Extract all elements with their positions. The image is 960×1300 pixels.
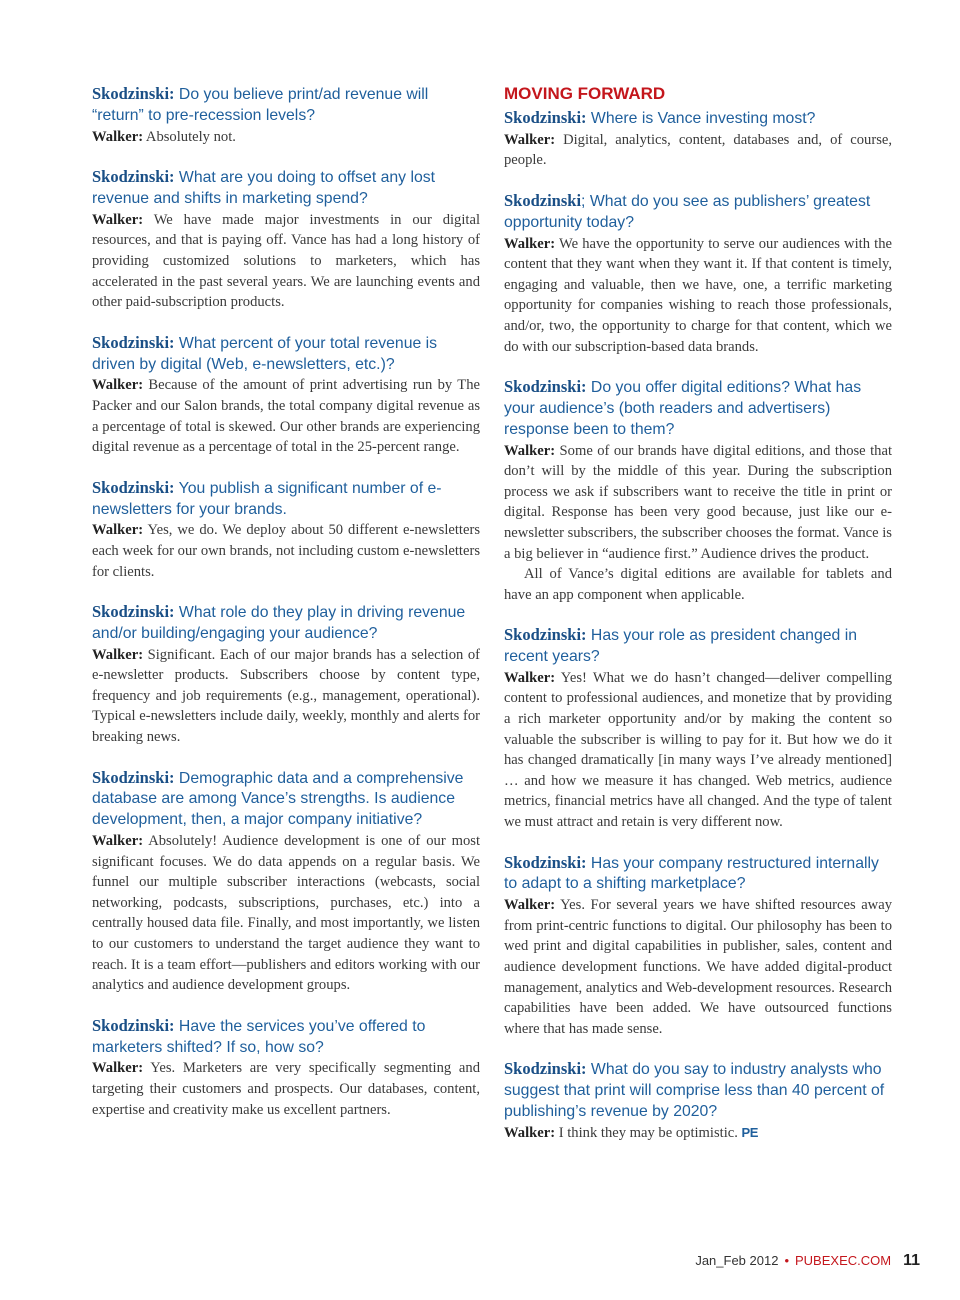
qa-block: [504, 191, 892, 357]
qa-block: [92, 478, 480, 582]
answer-speaker: Walker:: [504, 1124, 556, 1141]
answer-paragraph: [504, 564, 892, 605]
answer-text: Some of our brands have digital editions, and those that don’t will by the middle of this year. During the subscription process we ask if subscribers want to receive the title in print or digital. Response has been very good because, just like our e-newsletter subscribers, the subscriber chooses the format. Vance is a big believer in “audience first.” Audience drives the product.: [504, 442, 892, 562]
answer-text: Yes, we do. We deploy about 50 different e-newsletters each week for our own brands, not including custom e-newsletters for clients.: [92, 522, 480, 580]
question-text: Has your role as president changed in recent years?: [504, 627, 858, 666]
question: [92, 84, 480, 127]
qa-block: [92, 602, 480, 748]
answer-paragraph: [504, 234, 892, 358]
answer-paragraph: [504, 441, 892, 565]
answer: [92, 645, 480, 748]
question-speaker: Skodzinski:: [504, 1059, 587, 1079]
answer-text: Absolutely! Audience development is one of our most significant focuses. We do data appends on a regular basis. We funnel our multiple subscriber interactions (webcasts, social networking, podcasts, subscriptions, purchases, etc.) into a centrally housed data file. Finally, and most importantly, we listen to our customers to understand the target audience they want to reach. It is a team effort—publishers and editors working with our analytics and audience development groups.: [92, 833, 480, 994]
answer-paragraph: [92, 831, 480, 996]
qa-block: [504, 625, 892, 832]
question-speaker: Skodzinski:: [92, 602, 175, 622]
question-speaker: Skodzinski: [504, 190, 582, 210]
answer: [504, 1123, 892, 1144]
answer-paragraph: [504, 130, 892, 171]
answer-paragraph: [92, 210, 480, 313]
qa-block: [92, 333, 480, 458]
answer: [504, 130, 892, 171]
question: [92, 1016, 480, 1059]
question-speaker: Skodzinski:: [92, 167, 175, 187]
question: [92, 478, 480, 521]
question-speaker: Skodzinski:: [504, 625, 587, 645]
question-text: Do you believe print/ad revenue will “return” to pre-recession levels?: [92, 86, 429, 124]
qa-block: [92, 84, 480, 147]
question: [504, 1059, 892, 1122]
question-text: ; What do you see as publishers’ greatest opportunity today?: [504, 192, 871, 231]
answer: [504, 668, 892, 833]
answer-text: We have the opportunity to serve our audiences with the content that they want when they want it. If that content is timely, engaging and valuable, then we have, one, a terrific marketing opportunity for companies wishing to reach those professionals, and/or, two, the opportunity to charge for that content, which we do with our subscription-based data brands.: [504, 235, 892, 355]
question-text: What percent of your total revenue is driven by digital (Web, e-newsletters, etc.)?: [92, 334, 438, 373]
qa-block: [504, 1059, 892, 1143]
answer-speaker: Walker:: [92, 522, 144, 539]
answer-text: Because of the amount of print advertising run by The Packer and our Salon brands, the total company digital revenue as a percentage of total is skewed. Our other brands are experiencing digital revenue as a percentage of total in the 25-percent range.: [92, 377, 480, 456]
question-speaker: Skodzinski:: [92, 767, 175, 787]
answer-text: Yes! What we do hasn’t changed—deliver compelling content to professional audiences, and monetize that by providing a rich marketer opportunity and/or by making the content so valuable the subscriber is willing to pay for it. But how we do it has changed dramatically [in many ways I’ve already mentioned] … and how we measure it has changed. Web metrics, audience metrics, financial metrics have all changed. And the type of talent we must attract and retain is very different now.: [504, 669, 892, 831]
answer-paragraph: [92, 1058, 480, 1120]
answer-speaker: Walker:: [92, 646, 144, 663]
answer-speaker: Walker:: [504, 131, 556, 148]
question-speaker: Skodzinski:: [504, 852, 587, 872]
answer-paragraph: [92, 520, 480, 582]
question-speaker: Skodzinski:: [504, 377, 587, 397]
question: [504, 108, 892, 130]
end-mark-logo: PE: [741, 1124, 758, 1140]
answer-text: Absolutely not.: [143, 128, 236, 145]
answer: [92, 210, 480, 313]
answer-speaker: Walker:: [504, 669, 556, 686]
qa-block: [504, 377, 892, 605]
question-text: What are you doing to offset any lost revenue and shifts in marketing spend?: [92, 169, 436, 207]
question-speaker: Skodzinski:: [92, 477, 175, 497]
qa-block: [92, 1016, 480, 1120]
answer-text: Significant. Each of our major brands has a selection of e-newsletter products. Subscribers choose by content type, frequency and job requirements (e.g., management, operational). Typical e-newsletters include daily, weekly, monthly and alerts for breaking news.: [92, 646, 480, 746]
question-text: Where is Vance investing most?: [586, 110, 816, 127]
answer-paragraph: [92, 375, 480, 457]
answer: [92, 127, 480, 148]
left-column: [92, 84, 480, 1140]
answer-speaker: Walker:: [92, 128, 144, 145]
answer-paragraph: [92, 645, 480, 748]
question: [92, 602, 480, 645]
qa-block: [92, 167, 480, 313]
answer-speaker: Walker:: [92, 377, 144, 394]
question-speaker: Skodzinski:: [92, 1015, 175, 1035]
answer: [504, 441, 892, 606]
question: [504, 853, 892, 896]
answer-speaker: Walker:: [92, 211, 144, 228]
question-text: What role do they play in driving revenue and/or building/engaging your audience?: [92, 604, 466, 642]
answer-speaker: Walker:: [504, 235, 556, 252]
question-text: Do you offer digital editions? What has your audience’s (both readers and advertisers) response been to them?: [504, 379, 862, 438]
question-text: You publish a significant number of e-newsletters for your brands.: [92, 479, 442, 518]
answer-paragraph: [504, 895, 892, 1039]
answer: [504, 234, 892, 358]
question-text: Have the services you’ve offered to marketers shifted? If so, how so?: [92, 1017, 426, 1056]
qa-block: [504, 108, 892, 171]
question-text: Has your company restructured internally to adapt to a shifting marketplace?: [504, 854, 879, 893]
question: [504, 377, 892, 440]
question: [92, 768, 480, 831]
question-text: What do you say to industry analysts who suggest that print will comprise less than 40 percent of publishing’s revenue by 2020?: [504, 1061, 885, 1120]
question: [504, 191, 892, 234]
answer-text: Digital, analytics, content, databases and, of course, people.: [504, 131, 892, 169]
answer-speaker: Walker:: [504, 442, 556, 459]
question-speaker: Skodzinski:: [92, 84, 175, 103]
answer: [92, 1058, 480, 1120]
section-heading: MOVING FORWARD: [504, 84, 666, 103]
issue-date: Jan_Feb 2012: [695, 1253, 779, 1268]
answer-text: Yes. For several years we have shifted resources away from print-centric functions to digital. Our philosophy has been to wed print and digital capabilities in publisher, sales, content and audience development functions. We have added digital-product management, analytics and Web-development resources. Research capabilities have been added. We have outsourced functions where that has made sense.: [504, 897, 892, 1037]
answer-paragraph: [504, 1123, 892, 1144]
answer: [92, 831, 480, 996]
question-text: Demographic data and a comprehensive database are among Vance’s strengths. Is audience development, then, a major company initiative?: [92, 769, 464, 829]
right-column: [504, 84, 892, 1163]
footer-bullet: •: [784, 1253, 789, 1268]
answer-speaker: Walker:: [504, 897, 556, 914]
answer-text: Yes. Marketers are very specifically segmenting and targeting their customers and prospects. Our databases, content, expertise and creativity make us excellent partners.: [92, 1060, 480, 1118]
answer-text: We have made major investments in our digital resources, and that is paying off. Vance has had a long history of providing customized solutions to marketers, which has accelerated in the past several years. We are launching events and other paid-subscription products.: [92, 211, 480, 311]
site-name: PUBEXEC.COM: [795, 1253, 892, 1268]
question: [92, 333, 480, 376]
answer-paragraph: [92, 127, 480, 148]
page-footer: [695, 1252, 920, 1270]
question-speaker: Skodzinski:: [504, 108, 587, 127]
question: [504, 625, 892, 668]
question: [92, 167, 480, 210]
answer-speaker: Walker:: [92, 833, 144, 850]
answer-paragraph: [504, 668, 892, 833]
answer: [504, 895, 892, 1039]
qa-block: [504, 853, 892, 1040]
answer-speaker: Walker:: [92, 1060, 144, 1077]
answer: [92, 375, 480, 457]
answer: [92, 520, 480, 582]
answer-text: All of Vance’s digital editions are available for tablets and have an app component when applicable.: [504, 566, 892, 603]
answer-text: I think they may be optimistic.: [555, 1124, 742, 1141]
qa-block: [92, 768, 480, 996]
question-speaker: Skodzinski:: [92, 332, 175, 352]
page-number: 11: [903, 1252, 920, 1269]
